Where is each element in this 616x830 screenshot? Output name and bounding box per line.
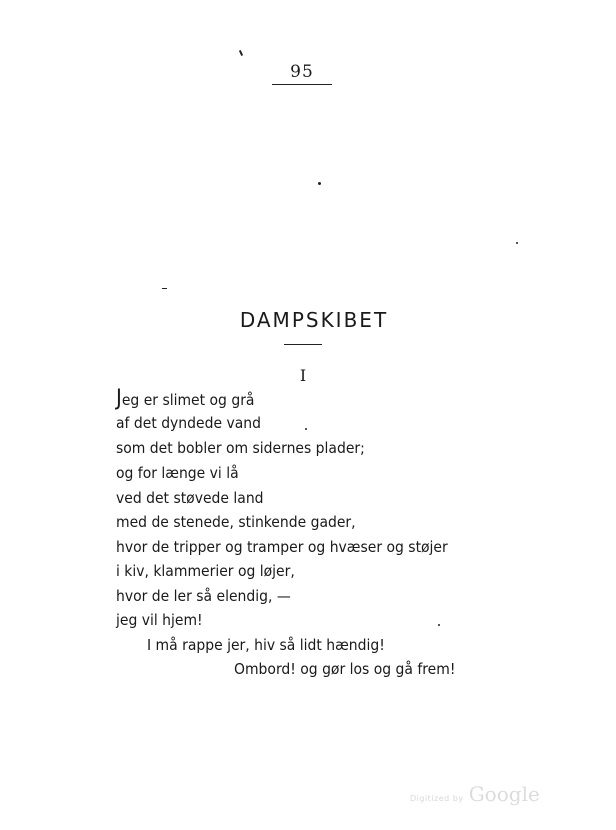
poem-line: Ombord! og gør los og gå frem! bbox=[234, 660, 456, 678]
poem-line: jeg vil hjem! bbox=[116, 611, 203, 629]
print-speck bbox=[239, 50, 243, 56]
digitized-watermark bbox=[410, 782, 540, 806]
poem-line: I må rappe jer, hiv så lidt hændig! bbox=[147, 636, 385, 654]
section-number: I bbox=[299, 366, 307, 385]
print-speck bbox=[318, 182, 321, 185]
page-number-rule bbox=[272, 84, 332, 85]
poem-line: som det bobler om sidernes plader; bbox=[116, 439, 365, 457]
watermark-brand: Google bbox=[468, 782, 540, 806]
print-speck bbox=[305, 428, 307, 430]
poem-line: hvor de ler så elendig, — bbox=[116, 587, 291, 605]
poem-line bbox=[116, 388, 254, 410]
poem-line: hvor de tripper og tramper og hvæser og støjer bbox=[116, 538, 448, 556]
print-speck bbox=[162, 288, 167, 289]
print-speck bbox=[438, 624, 440, 626]
poem-title: DAMPSKIBET bbox=[239, 308, 389, 332]
page-number: 95 bbox=[290, 62, 314, 82]
poem-line-text: eg er slimet og grå bbox=[121, 391, 255, 409]
poem-line: ved det støvede land bbox=[116, 489, 264, 507]
poem-line: af det dyndede vand bbox=[116, 414, 261, 432]
title-divider bbox=[284, 344, 322, 345]
poem-line: med de stenede, stinkende gader, bbox=[116, 513, 356, 531]
watermark-prefix: Digitized by bbox=[410, 794, 464, 803]
poem-initial: J bbox=[116, 386, 122, 411]
poem-line: og for længe vi lå bbox=[116, 464, 239, 482]
poem-line: i kiv, klammerier og løjer, bbox=[116, 562, 295, 580]
print-speck bbox=[516, 242, 518, 244]
